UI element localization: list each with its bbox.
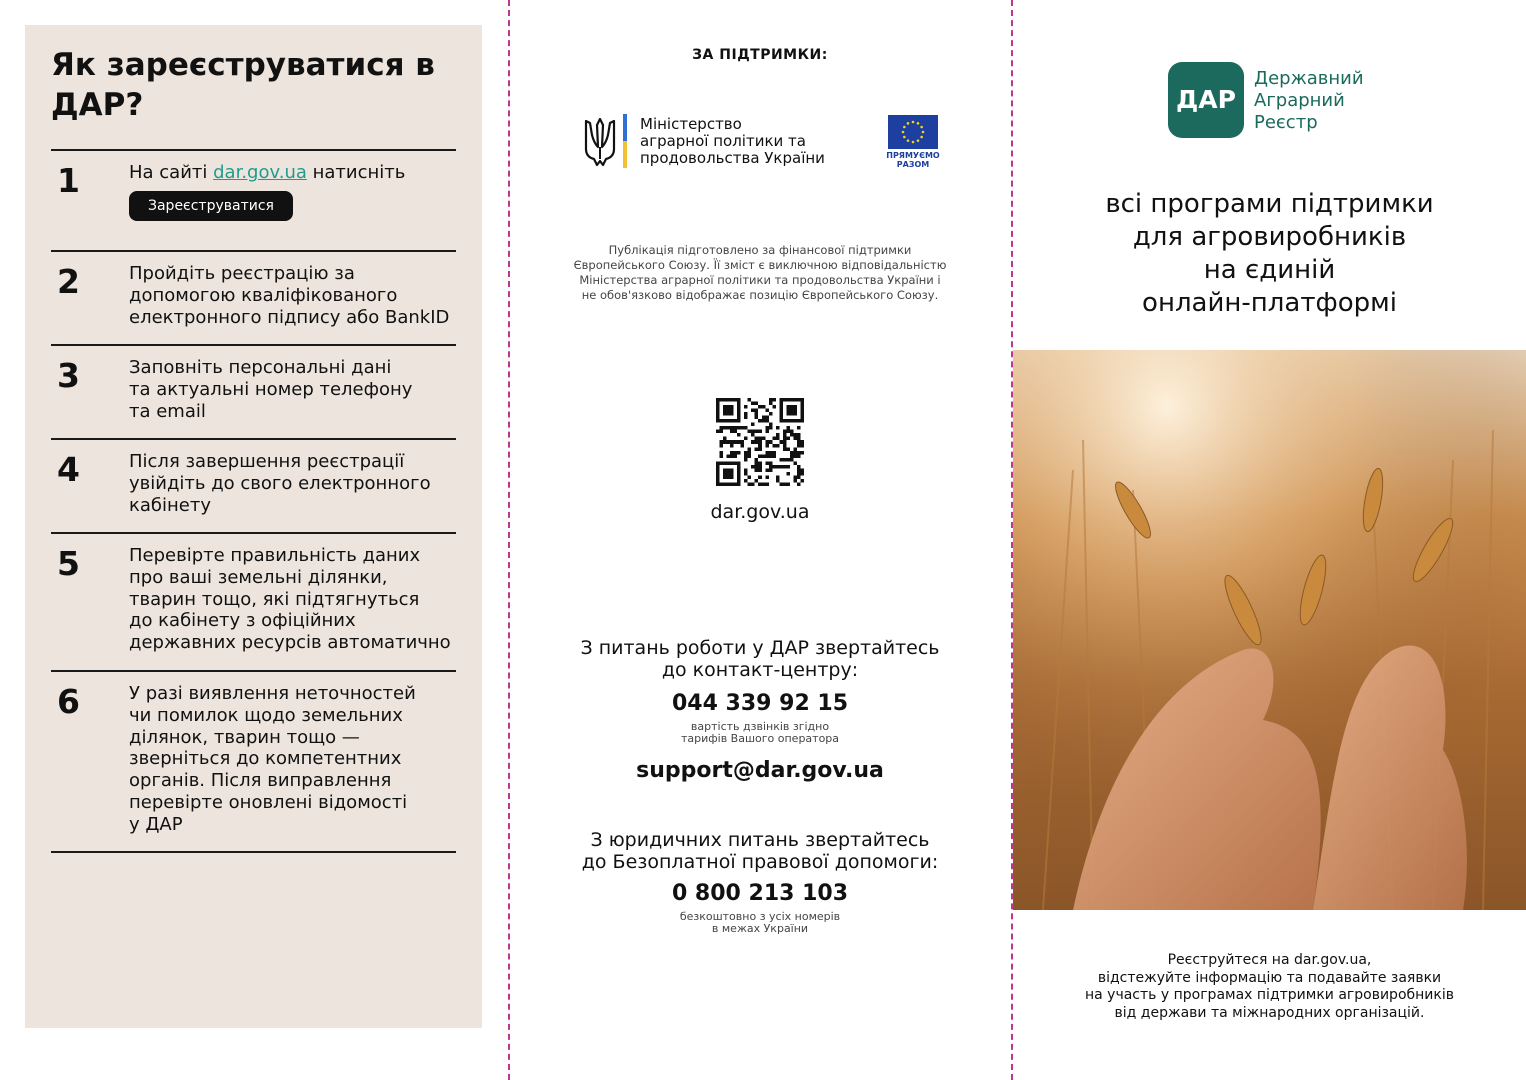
step-text: Заповніть персональні дані та актуальні номер телефону та email — [129, 357, 413, 422]
dar-logo-badge: ДАР — [1168, 62, 1244, 138]
eu-flag-icon — [888, 115, 938, 149]
step-number: 6 — [57, 682, 80, 721]
step-text: Пройдіть реєстрацію за допомогою кваліфікованого електронного підпису або BankID — [129, 263, 450, 328]
step-text: У разі виявлення неточностей чи помилок щодо земельних ділянок, тварин тощо — зверніться до компетентних органів. Після виправлення перевірте оновлені відомості у ДАР — [129, 683, 416, 835]
step-item-5 — [51, 534, 456, 672]
site-address[interactable]: dar.gov.ua — [710, 501, 810, 523]
steps-list — [51, 149, 456, 853]
step-text: Перевірте правильність даних про ваші земельні ділянки, тварин тощо, які підтягнуться до кабінету з офіційних державних ресурсів автоматично — [129, 545, 451, 654]
ministry-name: Міністерство аграрної політики та продовольства України — [640, 115, 825, 167]
eu-caption: ПРЯМУЄМО РАЗОМ — [886, 151, 940, 169]
step-number: 2 — [57, 262, 80, 301]
site-link[interactable]: dar.gov.ua — [213, 162, 307, 183]
step-number: 5 — [57, 544, 80, 583]
step-item-1 — [51, 151, 456, 252]
registration-steps-panel — [25, 25, 482, 1028]
step-item-3 — [51, 346, 456, 440]
step-item-2 — [51, 252, 456, 346]
phone-cost-note: вартість дзвінків згідно тарифів Вашого оператора — [680, 720, 840, 745]
wheat-hands-photo — [1013, 350, 1526, 910]
cover-panel — [1013, 0, 1526, 1080]
contact-phone[interactable]: 044 339 92 15 — [671, 691, 849, 716]
ministry-flag-bar — [623, 114, 627, 168]
step-number: 1 — [57, 161, 80, 200]
trident-emblem-icon — [584, 117, 616, 167]
step-number: 3 — [57, 356, 80, 395]
step-text-after: натисніть — [306, 162, 406, 183]
support-contacts-panel — [510, 0, 1010, 1080]
register-button[interactable]: Зареєструватися — [129, 191, 293, 221]
qr-code-icon[interactable] — [716, 398, 804, 486]
support-title: ЗА ПІДТРИМКИ: — [692, 47, 828, 63]
step-item-6 — [51, 672, 456, 853]
cover-bottom-text: Реєструйтеся на dar.gov.ua, відстежуйте інформацію та подавайте заявки на участь у програмах підтримки агровиробників від держави та міжнародних організацій. — [1084, 952, 1454, 1021]
step-text: Після завершення реєстрації увійдіть до свого електронного кабінету — [129, 451, 431, 516]
eu-disclaimer: Публікація підготовлено за фінансової підтримки Європейського Союзу. Її зміст є виключною відповідальністю Міністерства аграрної політики та продовольства України і не обов'язково відображає позицію Європейського Союзу. — [573, 243, 947, 302]
contact-center-title: З питань роботи у ДАР звертайтесь до контакт-центру: — [580, 637, 940, 681]
dar-logo-text: Державний Аграрний Реєстр — [1254, 68, 1364, 133]
step-item-4 — [51, 440, 456, 534]
step-text-before: На сайті — [129, 162, 214, 183]
step-text — [129, 162, 456, 184]
legal-aid-title: З юридичних питань звертайтесь до Безоплатної правової допомоги: — [581, 829, 939, 873]
steps-title: Як зареєструватися в ДАР? — [51, 47, 435, 123]
legal-aid-phone[interactable]: 0 800 213 103 — [671, 881, 849, 906]
support-email[interactable]: support@dar.gov.ua — [636, 758, 884, 783]
legal-aid-note: безкоштовно з усіх номерів в межах України — [679, 910, 841, 935]
cover-tagline: всі програми підтримки для агровиробників на єдиній онлайн-платформі — [1105, 189, 1434, 318]
step-number: 4 — [57, 450, 80, 489]
